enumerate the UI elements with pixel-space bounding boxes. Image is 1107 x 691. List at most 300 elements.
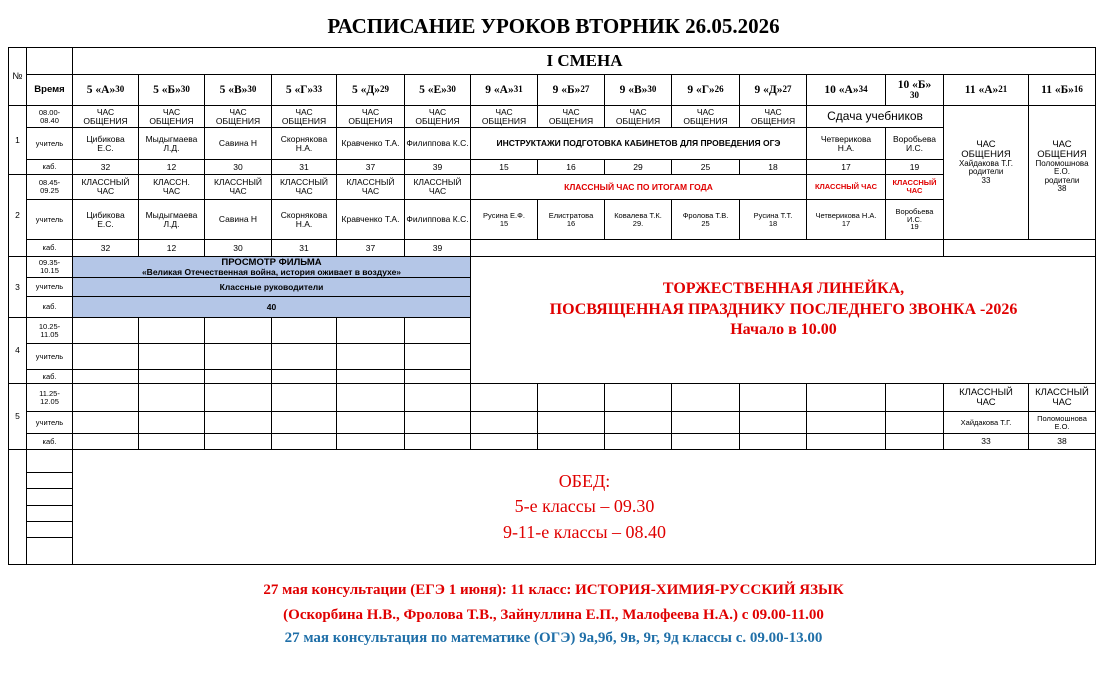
class-size: 30 (647, 84, 657, 95)
empty-cell (605, 384, 672, 412)
room-cell: 31 (272, 160, 337, 175)
room-cell: 37 (337, 160, 405, 175)
line: 25 (701, 218, 710, 228)
class-size: 27 (782, 84, 792, 95)
textbooks-cell: Сдача учебников (807, 106, 944, 128)
room-cell: 37 (337, 240, 405, 257)
line: Н.А. (295, 218, 313, 229)
empty-cell (272, 434, 337, 450)
line: ОБЩЕНИЯ (215, 115, 261, 126)
room-cell: 39 (405, 160, 471, 175)
empty-cell (27, 538, 73, 565)
empty-cell (73, 434, 139, 450)
line: Скорнякова (280, 209, 328, 220)
empty-cell (205, 412, 272, 434)
lesson-number: 2 (9, 175, 27, 257)
room-cell: 32 (73, 160, 139, 175)
room-cell: 39 (405, 240, 471, 257)
teacher-cell (740, 200, 807, 240)
class-header (740, 75, 807, 106)
empty-cell (73, 344, 139, 370)
empty-cell (405, 384, 471, 412)
line: КЛАССНЫЙ (346, 177, 395, 188)
empty-cell (272, 318, 337, 344)
footer-consultations-line: 27 мая консультации (ЕГЭ 1 июня): 11 класс: ИСТОРИЯ-ХИМИЯ-РУССКИЙ ЯЗЫК (263, 582, 844, 598)
line: КЛАССНЫЙ (279, 177, 329, 188)
class-size: 30 (910, 90, 919, 101)
blank-cell (471, 240, 944, 257)
subject-cell (405, 175, 471, 200)
subject-cell-10b (886, 175, 944, 200)
class-size: 34 (858, 84, 868, 95)
empty-cell (538, 412, 605, 434)
class-name: 9 «Г» (687, 83, 715, 96)
lesson-time (27, 384, 73, 412)
line: ОБЩЕНИЯ (548, 115, 594, 126)
class-name: 11 «Б» (1041, 83, 1074, 96)
class-name: 5 «Д» (351, 83, 381, 96)
time-header: Время (27, 75, 73, 106)
empty-cell (27, 522, 73, 538)
empty-cell (27, 473, 73, 489)
subject-cell (740, 106, 807, 128)
line: родители (1044, 175, 1080, 185)
empty-cell (27, 450, 73, 473)
empty-cell (405, 412, 471, 434)
empty-cell (9, 450, 27, 565)
shift-header: I СМЕНА (73, 48, 1096, 75)
line: 15 (499, 218, 509, 228)
line: ЧАС (295, 186, 313, 196)
line: ОБЩЕНИЯ (615, 115, 661, 126)
line: Русина Е.Ф. (483, 210, 525, 220)
empty-cell (272, 344, 337, 370)
room-cell: 15 (471, 160, 538, 175)
line: 5-е классы – 09.30 (514, 496, 655, 517)
class-name: 9 «Д» (754, 83, 783, 96)
teacher-label: учитель (27, 278, 73, 297)
line: ЧАС (162, 186, 181, 196)
page-title: РАСПИСАНИЕ УРОКОВ ВТОРНИК 26.05.2026 (327, 14, 780, 38)
subject-cell (73, 175, 139, 200)
line: Ковалева Т.К. (614, 210, 662, 220)
room-cell: 30 (205, 160, 272, 175)
class-size: 30 (180, 84, 190, 95)
line: КЛАССНЫЙ (892, 178, 937, 188)
class-header (405, 75, 471, 106)
room-cell: 32 (73, 240, 139, 257)
room-label: каб. (27, 240, 73, 257)
line: ОБЩЕНИЯ (961, 148, 1011, 160)
empty-cell (886, 412, 944, 434)
empty-cell (73, 370, 139, 384)
teacher-cell (886, 128, 944, 160)
line: КЛАССНЫЙ (213, 177, 263, 188)
empty-cell (73, 412, 139, 434)
line: Елистратова (548, 210, 594, 220)
class-header (807, 75, 886, 106)
empty-cell (139, 412, 205, 434)
empty-cell (337, 412, 405, 434)
room-cell: 38 (1029, 434, 1096, 450)
room-cell: 18 (740, 160, 807, 175)
class-header (944, 75, 1029, 106)
teacher-cell (538, 200, 605, 240)
empty-cell (471, 434, 538, 450)
room-cell: 12 (139, 240, 205, 257)
line: ОБЩЕНИЯ (683, 115, 728, 126)
footer-math-consultation-line: 27 мая консультация по математике (ОГЭ) 9а,9б, 9в, 9г, 9д классы с. 09.00-13.00 (284, 630, 823, 646)
line: ТОРЖЕСТВЕННАЯ ЛИНЕЙКА, (662, 279, 905, 297)
line: КЛАССНЫЙ (81, 177, 130, 188)
line: Четверикова Н.А. (815, 210, 877, 220)
class-name: 5 «Б» (153, 83, 181, 96)
line: Воробьева (892, 133, 937, 144)
line: ЧАС (1052, 396, 1072, 408)
class-header (1029, 75, 1096, 106)
room-cell: 30 (205, 240, 272, 257)
subject-cell (205, 106, 272, 128)
empty-cell (807, 384, 886, 412)
subject-cell (337, 175, 405, 200)
line: КЛАССНЫЙ (413, 177, 462, 188)
teacher-label: учитель (27, 344, 73, 370)
class-size: 29 (380, 84, 390, 95)
class-header (471, 75, 538, 106)
empty-cell (139, 318, 205, 344)
subject-cell (272, 106, 337, 128)
empty-cell (538, 434, 605, 450)
subject-cell (139, 175, 205, 200)
empty-cell (605, 412, 672, 434)
empty-cell (807, 412, 886, 434)
blank-cell (944, 240, 1096, 257)
teacher-cell: Кравченко Т.А. (337, 200, 405, 240)
lesson-time (27, 318, 73, 344)
class-name: 10 «Б» (897, 79, 932, 92)
line: Цибикова (86, 133, 125, 144)
line: КЛАССНЫЙ (1035, 386, 1089, 398)
room-label: каб. (27, 160, 73, 175)
class-size: 27 (580, 84, 590, 95)
subject-cell (672, 106, 740, 128)
teacher-cell (139, 200, 205, 240)
teacher-label: учитель (27, 200, 73, 240)
line: Фролова Т.В. (682, 210, 729, 220)
film-room-cell: 40 (73, 297, 471, 318)
empty-cell (205, 318, 272, 344)
subject-cell (538, 106, 605, 128)
empty-cell (672, 384, 740, 412)
empty-cell (73, 318, 139, 344)
empty-cell (139, 344, 205, 370)
line: ОБЕД: (558, 471, 611, 492)
lesson-time (27, 106, 73, 128)
empty-cell (205, 384, 272, 412)
class-size: 21 (998, 84, 1008, 95)
subject-cell (139, 106, 205, 128)
empty-cell (27, 506, 73, 522)
class-name: 5 «Е» (419, 83, 447, 96)
subject-cell (405, 106, 471, 128)
results-hour-cell: КЛАССНЫЙ ЧАС ПО ИТОГАМ ГОДА (471, 175, 807, 200)
line: Начало в 10.00 (730, 321, 837, 339)
empty-cell (272, 412, 337, 434)
line: 18 (768, 218, 778, 228)
empty-cell (405, 318, 471, 344)
line: ЧАС (764, 106, 782, 117)
empty-cell (405, 344, 471, 370)
empty-cell (337, 384, 405, 412)
film-teachers-cell: Классные руководители (73, 278, 471, 297)
line: ЧАС (361, 106, 380, 117)
empty-cell (538, 384, 605, 412)
empty-cell (886, 434, 944, 450)
line: ЧАС (96, 106, 115, 117)
empty-cell (405, 434, 471, 450)
empty-cell (27, 489, 73, 506)
class-size: 26 (714, 84, 724, 95)
lesson-number: 5 (9, 384, 27, 450)
teacher-cell (605, 200, 672, 240)
teacher-label: учитель (27, 412, 73, 434)
teacher-cell: Кравченко Т.А. (337, 128, 405, 160)
line: ЧАС (295, 106, 313, 117)
teacher-cell (272, 128, 337, 160)
empty-cell (205, 370, 272, 384)
line: Л.Д. (163, 142, 180, 153)
room-cell: 33 (944, 434, 1029, 450)
line: ЧАС (629, 106, 647, 117)
line: 09.25 (40, 186, 59, 195)
footer-teachers-line: (Оскорбина Н.В., Фролова Т.В., Зайнуллина Е.П., Малофеева Н.А.) с 09.00-11.00 (283, 607, 824, 623)
line: Н.А. (295, 142, 313, 153)
room-cell: 12 (139, 160, 205, 175)
empty-cell (73, 384, 139, 412)
teacher-cell (672, 200, 740, 240)
empty-cell (337, 370, 405, 384)
line: ЧАС (162, 106, 181, 117)
line: Е.О. (1054, 421, 1070, 431)
class-header (337, 75, 405, 106)
line: ЧАС (1052, 139, 1072, 150)
class-size: 30 (446, 84, 456, 95)
line: Воробьева (895, 206, 934, 216)
lesson-time (27, 257, 73, 278)
briefing-cell: ИНСТРУКТАЖИ ПОДГОТОВКА КАБИНЕТОВ ДЛЯ ПРОВЕДЕНИЯ ОГЭ (471, 128, 807, 160)
empty-cell (471, 384, 538, 412)
header-blank (27, 48, 73, 75)
line: 17 (841, 218, 851, 228)
grade11-cell (1029, 106, 1096, 240)
empty-cell (886, 384, 944, 412)
empty-cell (672, 412, 740, 434)
class-header (272, 75, 337, 106)
room-cell: 17 (807, 160, 886, 175)
line: Мыдыгмаева (145, 209, 198, 220)
empty-cell (337, 318, 405, 344)
class-name: 9 «А» (485, 83, 514, 96)
line: «Великая Отечественная война, история оживает в воздухе» (141, 266, 402, 277)
line: 08.45- (38, 178, 61, 188)
room-cell: 25 (672, 160, 740, 175)
line: Л.Д. (163, 218, 180, 229)
line: Скорнякова (280, 133, 328, 144)
teacher-label: учитель (27, 128, 73, 160)
line: 10.25- (38, 321, 61, 331)
empty-cell (471, 412, 538, 434)
number-header: № (9, 48, 27, 106)
subject-cell (272, 175, 337, 200)
line: 29. (632, 218, 644, 228)
class-header (538, 75, 605, 106)
line: Русина Т.Т. (753, 210, 793, 220)
grade11-cell (944, 106, 1029, 240)
teacher-cell (807, 200, 886, 240)
subject-cell-10a: КЛАССНЫЙ ЧАС (807, 175, 886, 200)
room-cell: 31 (272, 240, 337, 257)
line: ЧАС (96, 186, 115, 196)
empty-cell (139, 434, 205, 450)
class-name: 9 «Б» (552, 83, 581, 96)
line: ЧАС (229, 186, 247, 196)
line: 12.05 (40, 396, 59, 406)
subject-cell (1029, 384, 1096, 412)
subject-cell (337, 106, 405, 128)
line: ЧАС (495, 106, 513, 117)
line: ЧАС (361, 186, 380, 196)
empty-cell (740, 412, 807, 434)
line: ОБЩЕНИЯ (149, 115, 194, 126)
teacher-cell: Филиппова К.С. (405, 128, 471, 160)
line: 11.25- (39, 388, 60, 398)
room-cell: 29 (605, 160, 672, 175)
empty-cell (272, 370, 337, 384)
lesson-time (27, 175, 73, 200)
class-name: 9 «В» (619, 83, 648, 96)
teacher-cell: Филиппова К.С. (405, 200, 471, 240)
room-cell: 16 (538, 160, 605, 175)
line: 33 (981, 175, 991, 185)
class-header (139, 75, 205, 106)
teacher-cell (272, 200, 337, 240)
room-label: каб. (27, 297, 73, 318)
schedule-table (8, 47, 1096, 565)
class-name: 10 «А» (824, 83, 859, 96)
empty-cell (205, 434, 272, 450)
class-header (886, 75, 944, 106)
lunch-cell (73, 450, 1096, 565)
teacher-cell: Савина Н (205, 200, 272, 240)
teacher-cell: Хайдакова Т.Г. (944, 412, 1029, 434)
line: ОБЩЕНИЯ (83, 115, 128, 126)
class-size: 16 (1073, 84, 1083, 95)
room-label: каб. (27, 434, 73, 450)
teacher-cell (73, 128, 139, 160)
teacher-cell (73, 200, 139, 240)
class-size: 31 (513, 84, 523, 95)
subject-cell (73, 106, 139, 128)
empty-cell (740, 434, 807, 450)
teacher-cell (471, 200, 538, 240)
line: Е.С. (97, 218, 114, 229)
empty-cell (337, 344, 405, 370)
room-cell: 19 (886, 160, 944, 175)
line: родители (968, 167, 1004, 177)
class-header (605, 75, 672, 106)
line: ОБЩЕНИЯ (1037, 148, 1087, 160)
empty-cell (337, 434, 405, 450)
subject-cell (944, 384, 1029, 412)
empty-cell (139, 384, 205, 412)
class-header (672, 75, 740, 106)
line: 10.15 (40, 266, 59, 275)
empty-cell (807, 434, 886, 450)
ceremony-cell (471, 257, 1096, 384)
line: 09.35- (38, 258, 61, 268)
class-header (73, 75, 139, 106)
line: ЧАС (428, 186, 447, 196)
class-header (205, 75, 272, 106)
line: ЧАС (428, 106, 447, 117)
line: ЧАС (229, 106, 247, 117)
class-name: 5 «Г» (285, 83, 314, 96)
teacher-cell (1029, 412, 1096, 434)
line: 11.05 (40, 329, 59, 339)
line: 38 (1057, 184, 1067, 194)
line: Поломошнова (1037, 413, 1087, 423)
empty-cell (139, 370, 205, 384)
class-name: 5 «В» (219, 83, 248, 96)
line: И.С. (907, 214, 922, 224)
subject-cell (471, 106, 538, 128)
subject-cell (205, 175, 272, 200)
line: КЛАССНЫЙ (959, 386, 1013, 398)
line: 9-11-е классы – 08.40 (502, 521, 667, 542)
class-size: 30 (247, 84, 257, 95)
line: ЧАС (696, 106, 715, 117)
empty-cell (605, 434, 672, 450)
line: И.С. (906, 142, 923, 153)
line: ЧАС (562, 106, 580, 117)
class-name: 11 «А» (964, 83, 999, 96)
teacher-cell (807, 128, 886, 160)
teacher-cell (886, 200, 944, 240)
teacher-cell: Савина Н (205, 128, 272, 160)
teacher-cell (139, 128, 205, 160)
line: ОБЩЕНИЯ (750, 115, 796, 126)
room-label: каб. (27, 370, 73, 384)
line: Четверикова (820, 133, 872, 144)
subject-cell (605, 106, 672, 128)
line: ЧАС (976, 139, 996, 150)
line: ОБЩЕНИЯ (281, 115, 327, 126)
lesson-number: 4 (9, 318, 27, 384)
line: ПРОСМОТР ФИЛЬМА (221, 257, 322, 268)
line: ОБЩЕНИЯ (348, 115, 393, 126)
line: ПОСВЯЩЕННАЯ ПРАЗДНИКУ ПОСЛЕДНЕГО ЗВОНКА -2026 (549, 300, 1018, 318)
line: КЛАССН. (153, 177, 190, 188)
line: Мыдыгмаева (145, 133, 198, 144)
empty-cell (740, 384, 807, 412)
empty-cell (405, 370, 471, 384)
film-cell (73, 257, 471, 278)
line: Поломошнова Е.О. (1035, 158, 1089, 177)
line: Н.А. (837, 142, 855, 153)
line: Е.С. (97, 142, 114, 153)
line: Цибикова (86, 209, 125, 220)
line: ЧАС (976, 396, 996, 408)
